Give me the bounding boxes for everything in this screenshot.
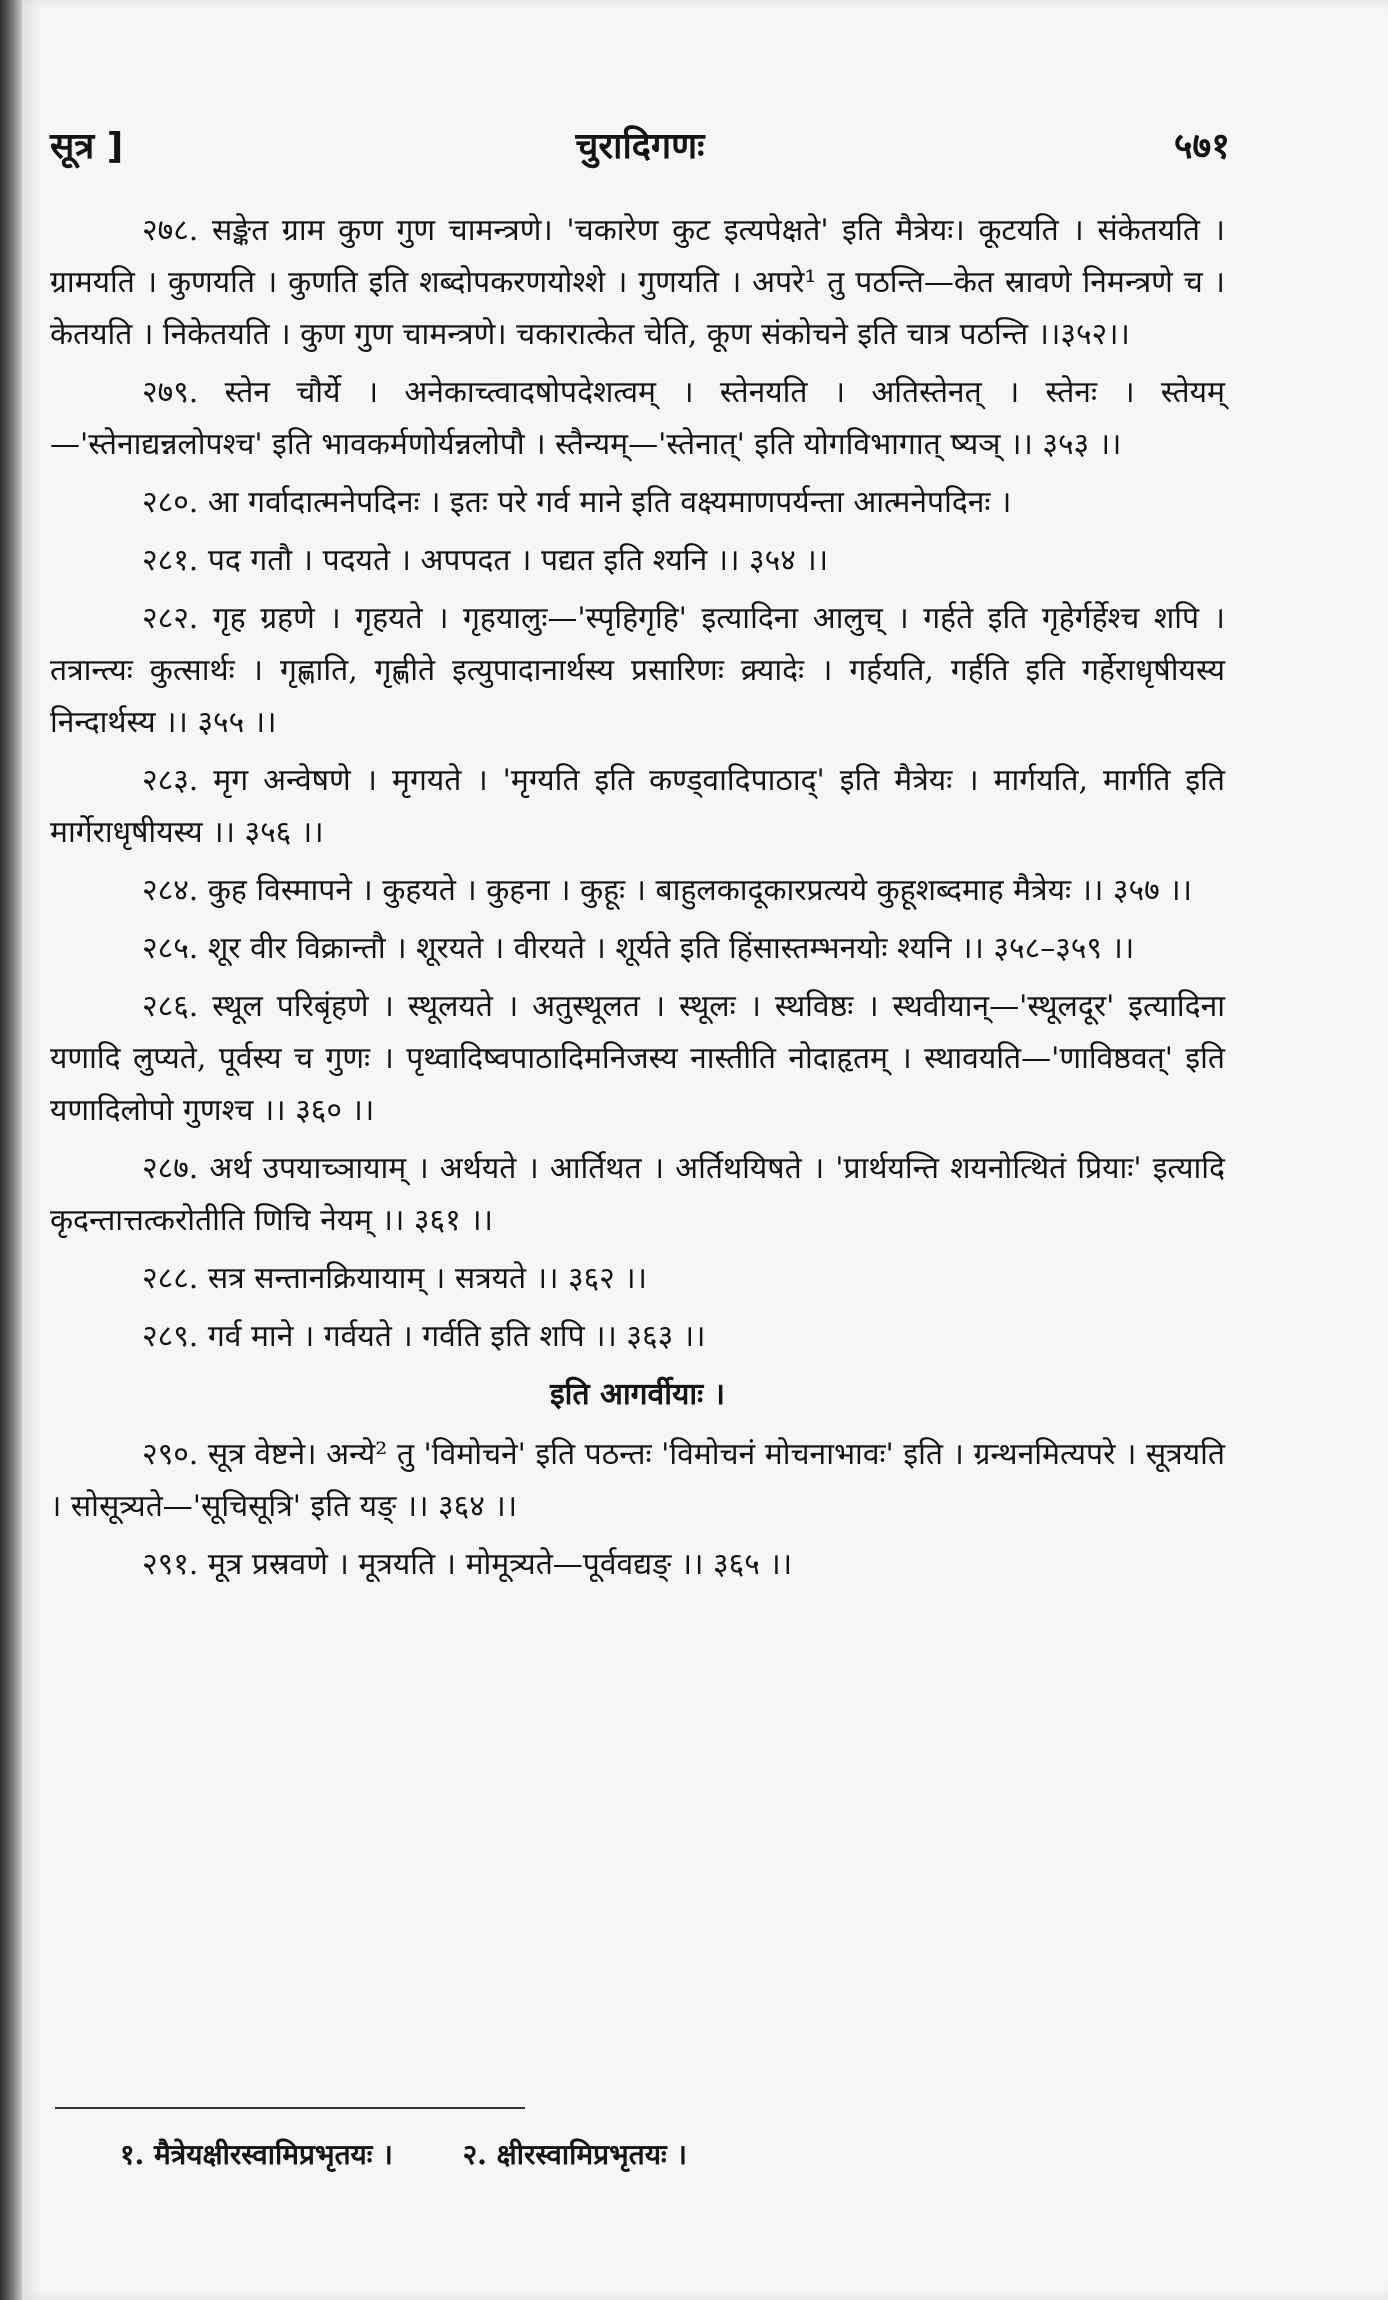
entry-282: २८२. गृह ग्रहणे । गृहयते । गृहयालुः—'स्पृहिगृहि' इत्यादिना आलुच् । गर्हते इति गृहेर्गर्हेश्च शपि । तत्रान्त्यः कुत्सार्थः । गृह्णाति, गृह्णीते इत्युपादानार्थस्य प्रसारिणः क्र्यादेः । गर्हयति, गर्हति इति गर्हेराधृषीयस्य निन्दार्थस्य ।। ३५५ ।।	[50, 601, 1225, 740]
entry-279: २७९. स्तेन चौर्ये । अनेकाच्त्वादषोपदेशत्वम् । स्तेनयति । अतिस्तेनत् । स्तेनः । स्तेयम्—'स्तेनाद्यन्नलोपश्च' इति भावकर्मणोर्यन्नलोपौ । स्तैन्यम्—'स्तेनात्' इति योगविभागात् ष्यञ् ।। ३५३ ।।	[50, 375, 1225, 462]
entry-285: २८५. शूर वीर विक्रान्तौ । शूरयते । वीरयते । शूर्यते इति हिंसास्तम्भनयोः श्यनि ।। ३५८–३५९ ।।	[142, 931, 1135, 966]
entry-291: २९१. मूत्र प्रस्रवणे । मूत्रयति । मोमूत्र्यते—पूर्ववद्यङ् ।। ३६५ ।।	[142, 1547, 793, 1582]
entry-284: २८४. कुह विस्मापने । कुहयते । कुहना । कुहूः । बाहुलकादूकारप्रत्यये कुहूशब्दमाह मैत्रेयः ।। ३५७ ।।	[142, 873, 1192, 908]
entry-288: २८८. सत्र सन्तानक्रियायाम् । सत्रयते ।। ३६२ ।।	[142, 1261, 648, 1296]
entry-278: २७८. सङ्केत ग्राम कुण गुण चामन्त्रणे। 'चकारेण कुट इत्यपेक्षते' इति मैत्रेयः। कूटयति । संकेतयति । ग्रामयति । कुणयति । कुणति इति शब्दोपकरणयोश्शे । गुणयति । अपरे¹ तु पठन्ति—केत स्रावणे निमन्त्रणे च । केतयति । निकेतयति । कुण गुण चामन्त्रणे। चकारात्केत चेति, कूण संकोचने इति चात्र पठन्ति ।।३५२।।	[50, 213, 1225, 352]
footnote-2: २. क्षीरस्वामिप्रभृतयः ।	[462, 2138, 687, 2171]
entry-290: २९०. सूत्र वेष्टने। अन्ये² तु 'विमोचने' इति पठन्तः 'विमोचनं मोचनाभावः' इति । ग्रन्थनमित्यपरे । सूत्रयति । सोसूत्र्यते—'सूचिसूत्रि' इति यङ् ।। ३६४ ।।	[50, 1437, 1225, 1524]
book-spine-shadow	[0, 0, 22, 2300]
entry-283: २८३. मृग अन्वेषणे । मृगयते । 'मृग्यति इति कण्ड्वादिपाठाद्' इति मैत्रेयः । मार्गयति, मार्गति इति मार्गेराधृषीयस्य ।। ३५६ ।।	[50, 763, 1225, 850]
header-title: चुरादिगणः	[575, 126, 705, 167]
running-header	[50, 120, 1230, 180]
entry-286: २८६. स्थूल परिबृंहणे । स्थूलयते । अतुस्थूलत । स्थूलः । स्थविष्ठः । स्थवीयान्—'स्थूलदूर' इत्यादिना यणादि लुप्यते, पूर्वस्य च गुणः । पृथ्वादिष्वपाठादिमनिजस्य नास्तीति नोदाहृतम् । स्थावयति—'णाविष्ठवत्' इति यणादिलोपो गुणश्च ।। ३६० ।।	[50, 989, 1225, 1128]
entry-280: २८०. आ गर्वादात्मनेपदिनः । इतः परे गर्व माने इति वक्ष्यमाणपर्यन्ता आत्मनेपदिनः ।	[142, 485, 1012, 520]
footnote-1: १. मैत्रेयक्षीरस्वामिप्रभृतयः ।	[120, 2138, 393, 2171]
page-body	[50, 205, 1225, 1597]
entry-289: २८९. गर्व माने । गर्वयते । गर्वति इति शपि ।। ३६३ ।।	[142, 1319, 706, 1354]
entry-281: २८१. पद गतौ । पदयते । अपपदत । पद्यत इति श्यनि ।। ३५४ ।।	[142, 543, 829, 578]
header-sutra-label: सूत्र ]	[50, 126, 124, 167]
footnote-divider	[55, 2107, 525, 2109]
section-end-note: इति आगर्वीयाः ।	[549, 1377, 726, 1412]
entry-287: २८७. अर्थ उपयाच्ञायाम् । अर्थयते । आर्तिथत । अर्तिथयिषते । 'प्रार्थयन्ति शयनोत्थितं प्रियाः' इत्यादि कृदन्तात्तत्करोतीति णिचि नेयम् ।। ३६१ ।।	[50, 1151, 1225, 1238]
page-number: ५७१	[1173, 126, 1230, 167]
footnotes	[120, 2135, 1220, 2173]
